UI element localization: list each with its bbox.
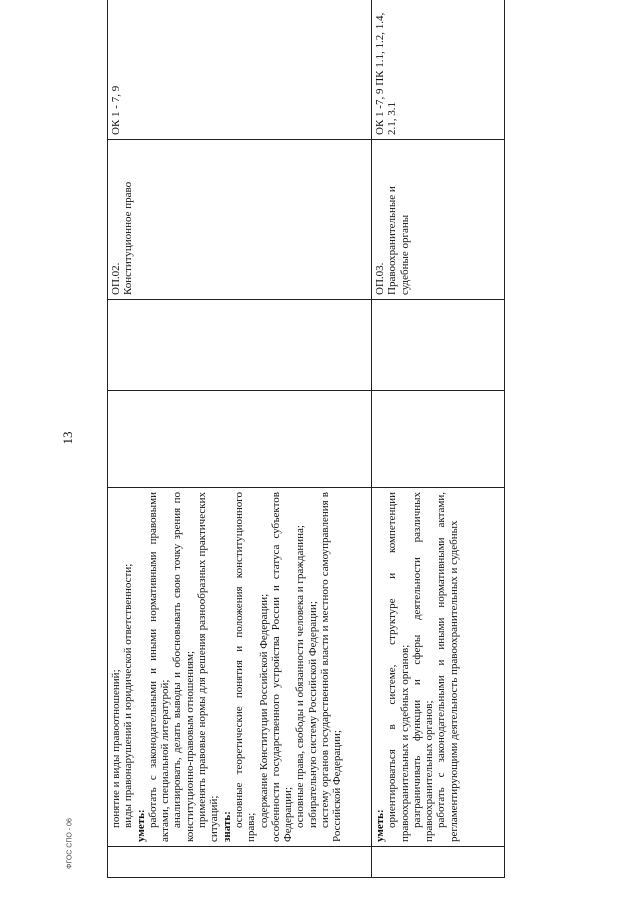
znat-item: основные теоретические понятия и положения конституционного права; <box>232 492 258 842</box>
umet-item: работать с законодательными и иными нормативными правовыми актами, специальной литературой; <box>146 492 172 842</box>
znat-item: систему органов государственной власти и местного самоуправления в Российской Федерации; <box>319 492 344 842</box>
index-cell <box>108 847 372 878</box>
umet-item: анализировать, делать выводы и обосновывать свою точку зрения по конституционно-правовым отношениям; <box>171 492 196 842</box>
umet-label: уметь: <box>134 809 147 842</box>
competencies: ОК 1 - 7, 9 <box>110 85 122 135</box>
description-cell <box>372 488 505 847</box>
competencies: ОК 1 -7, 9 ПК 1.1, 1.2, 1.4, 2.1, 3.1 <box>374 12 399 135</box>
description-cell <box>108 488 372 847</box>
description-line: понятие и виды правоотношений; <box>110 669 122 828</box>
umet-label: уметь: <box>374 809 386 842</box>
znat-label: знать: <box>220 811 233 842</box>
znat-item: основные права, свободы и обязанности человека и гражданина; <box>294 525 307 828</box>
index-cell <box>372 847 505 878</box>
hours-cell <box>108 300 372 391</box>
description-line: виды правонарушений и юридической ответственности; <box>122 563 135 828</box>
umet-item: работать с законодательными и иными нормативными актами, регламентирующими деятельность правоохранительных и судебных <box>435 492 460 842</box>
znat-item: особенности государственного устройства России и статуса субъектов Федерации; <box>269 492 295 842</box>
hours-cell <box>108 391 372 488</box>
znat-item: избирательную систему Российской Федерации; <box>306 601 319 828</box>
discipline-code: ОП.02. <box>110 262 122 295</box>
znat-item: содержание Конституции Российской Федерации; <box>257 593 270 828</box>
competencies-cell <box>108 0 372 140</box>
competencies-cell <box>372 0 505 140</box>
table-row <box>108 0 372 878</box>
hours-cell <box>372 391 505 488</box>
footer-code: ФГОС СПО - 06 <box>66 818 74 869</box>
hours-cell <box>372 300 505 391</box>
discipline-name: Правоохранительные и судебные органы <box>386 186 411 295</box>
discipline-code: ОП.03. <box>374 262 386 295</box>
umet-item: ориентироваться в системе, структуре и компетенции правоохранительных и судебных органов; <box>386 492 411 842</box>
discipline-name: Конституционное право <box>122 181 135 295</box>
page-number: 13 <box>60 431 75 445</box>
discipline-cell <box>108 140 372 300</box>
rotated-table-sheet <box>107 12 505 878</box>
curriculum-table <box>107 0 505 878</box>
umet-item: разграничивать функции и сферы деятельности различных правоохранительных органов; <box>410 492 436 842</box>
table-row <box>372 0 505 878</box>
discipline-cell <box>372 140 505 300</box>
umet-item: применять правовые нормы для решения разнообразных практических ситуаций; <box>196 492 221 842</box>
